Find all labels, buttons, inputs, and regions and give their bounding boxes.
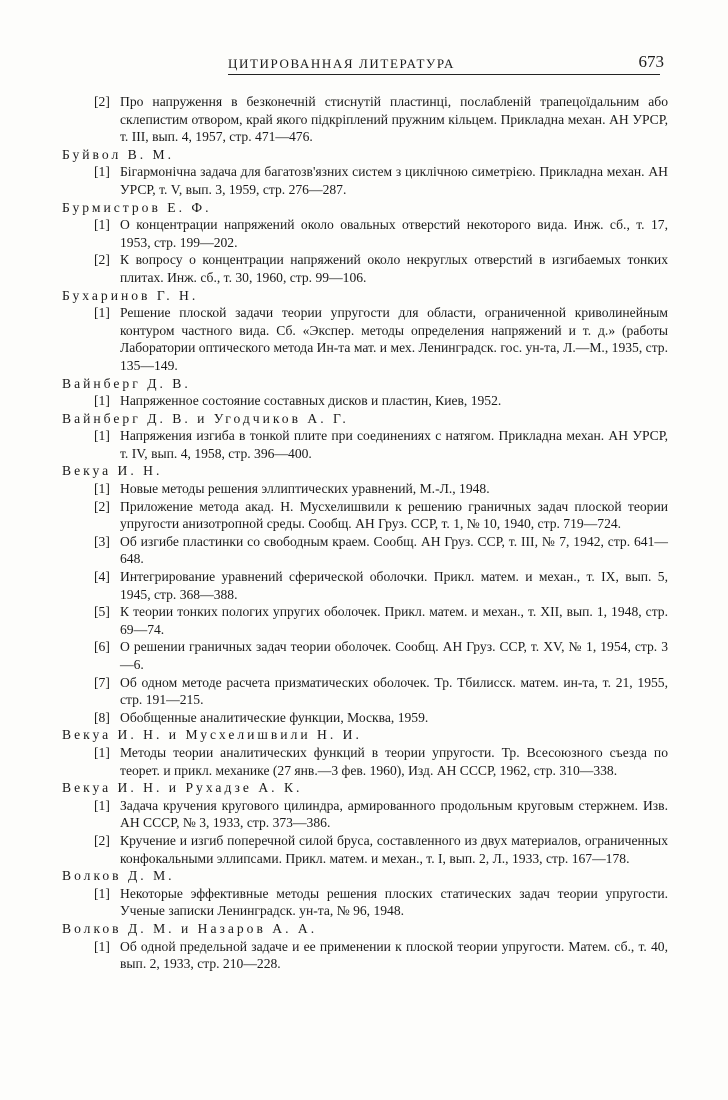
author-heading: Волков Д. М. и Назаров А. А. — [62, 920, 318, 936]
reference-entry — [94, 251, 668, 286]
reference-number: [5] — [94, 604, 110, 620]
reference-entry — [94, 427, 668, 462]
author-heading: Волков Д. М. — [62, 868, 175, 884]
author-heading: Векуа И. Н. — [62, 463, 163, 479]
reference-number: [4] — [94, 569, 110, 585]
reference-number: [1] — [94, 938, 110, 954]
reference-number: [2] — [94, 832, 110, 848]
reference-number: [1] — [94, 393, 110, 409]
reference-entry — [94, 568, 668, 603]
reference-entry — [94, 709, 668, 727]
reference-text: Обобщенные аналитические функции, Москва, 1959. — [120, 709, 429, 725]
reference-number: [1] — [94, 164, 110, 180]
reference-entry — [94, 638, 668, 673]
reference-entry — [94, 304, 668, 374]
reference-text: Методы теории аналитических функций в теории упругости. Тр. Всесоюзного съезда по теорет. и прикл. механике (27 янв.—3 фев. 1960), Изд. АН СССР, 1962, стр. 310—338. — [120, 744, 668, 778]
reference-number: [1] — [94, 797, 110, 813]
reference-entry — [94, 744, 668, 779]
bibliography — [62, 93, 668, 973]
reference-number: [1] — [94, 217, 110, 233]
reference-entry — [94, 216, 668, 251]
running-header — [228, 48, 664, 75]
reference-number: [1] — [94, 305, 110, 321]
author-heading: Вайнберг Д. В. — [62, 375, 191, 391]
reference-entry — [94, 832, 668, 867]
reference-entry — [94, 93, 668, 146]
page-number: 673 — [638, 52, 664, 71]
reference-entry — [94, 533, 668, 568]
reference-number: [2] — [94, 252, 110, 268]
reference-number: [7] — [94, 674, 110, 690]
reference-text: Некоторые эффективные методы решения плоских статических задач теории упругости. Ученые записки Ленинградск. ун-та, № 96, 1948. — [120, 885, 668, 919]
reference-number: [1] — [94, 885, 110, 901]
reference-entry — [94, 163, 668, 198]
reference-text: О решении граничных задач теории оболочек. Сообщ. АН Груз. ССР, т. XV, № 1, 1954, стр. 3—6. — [120, 639, 668, 672]
reference-text: Интегрирование уравнений сферической оболочки. Прикл. матем. и механ., т. IX, вып. 5, 1945, стр. 368—388. — [120, 569, 668, 602]
reference-entry — [94, 885, 668, 920]
reference-entry — [94, 797, 668, 832]
reference-text: Кручение и изгиб поперечной силой бруса, составленного из двух материалов, ограниченных конфокальными эллипсами. Прикл. матем. и механ., т. I, вып. 2, Л., 1933, стр. 167—178. — [120, 832, 668, 866]
reference-number: [8] — [94, 709, 110, 725]
reference-number: [1] — [94, 428, 110, 444]
reference-text: Новые методы решения эллиптических уравнений, М.-Л., 1948. — [120, 481, 490, 497]
reference-entry — [94, 603, 668, 638]
author-heading: Буйвол В. М. — [62, 146, 175, 162]
reference-number: [2] — [94, 94, 110, 109]
reference-text: Об одном методе расчета призматических оболочек. Тр. Тбилисск. матем. ин-та, т. 21, 1955, стр. 191—215. — [120, 674, 668, 708]
running-title: ЦИТИРОВАННАЯ ЛИТЕРАТУРА — [228, 56, 456, 71]
author-heading: Векуа И. Н. и Мусхелишвили Н. И. — [62, 727, 362, 743]
reference-text: К теории тонких пологих упругих оболочек. Прикл. матем. и механ., т. XII, вып. 1, 1948, стр. 69—74. — [120, 604, 668, 637]
reference-number: [6] — [94, 639, 110, 655]
author-heading: Бурмистров Е. Ф. — [62, 199, 212, 215]
reference-text: Об одной предельной задаче и ее применении к плоской теории упругости. Матем. сб., т. 40, вып. 2, 1933, стр. 210—228. — [120, 938, 668, 972]
reference-entry — [94, 480, 668, 498]
author-heading: Векуа И. Н. и Рухадзе А. К. — [62, 780, 303, 796]
reference-text: Об изгибе пластинки со свободным краем. Сообщ. АН Груз. ССР, т. III, № 7, 1942, стр. 641—648. — [120, 533, 668, 567]
reference-text: О концентрации напряжений около овальных отверстий некоторого вида. Инж. сб., т. 17, 1953, стр. 199—202. — [120, 217, 668, 250]
author-heading: Бухаринов Г. Н. — [62, 287, 199, 303]
reference-text: Задача кручения кругового цилиндра, армированного продольным круговым стержнем. Изв. АН СССР, № 3, 1933, стр. 373—386. — [120, 797, 668, 831]
reference-text: Напряженное состояние составных дисков и пластин, Киев, 1952. — [120, 393, 502, 409]
reference-entry — [94, 498, 668, 533]
reference-text: Приложение метода акад. Н. Мусхелишвили к решению граничных задач плоской теории упругости анизотропной среды. Сообщ. АН Груз. ССР, т. 1, № 10, 1940, стр. 719—724. — [120, 498, 668, 532]
reference-text: К вопросу о концентрации напряжений около некруглых отверстий в изгибаемых тонких плитах. Инж. сб., т. 30, 1960, стр. 99—106. — [120, 252, 668, 285]
reference-number: [1] — [94, 744, 110, 760]
reference-text: Напряжения изгиба в тонкой плите при соединениях с натягом. Прикладна механ. АН УРСР, т. IV, вып. 4, 1958, стр. 396—400. — [120, 428, 668, 461]
reference-number: [2] — [94, 498, 110, 514]
reference-entry — [94, 392, 668, 410]
reference-number: [1] — [94, 481, 110, 497]
reference-number: [3] — [94, 533, 110, 549]
reference-entry — [94, 938, 668, 973]
reference-text: Бігармонічна задача для багатозв'язних систем з циклічною симетрією. Прикладна механ. АН УРСР, т. V, вып. 3, 1959, стр. 276—287. — [120, 164, 668, 197]
reference-text: Про напруження в безконечній стиснутій пластинці, послабленій трапецоїдальним або склепистим отвором, край якого підкріплений пружним кільцем. Прикладна механ. АН УРСР, т. III, вып. 4, 1957, стр. 471—476. — [120, 94, 668, 145]
author-heading: Вайнберг Д. В. и Угодчиков А. Г. — [62, 410, 349, 426]
reference-entry — [94, 674, 668, 709]
reference-text: Решение плоской задачи теории упругости для области, ограниченной криволинейным контуром частного вида. Сб. «Экспер. методы определения напряжений и т. д.» (работы Лаборатории оптического метода Ин-та мат. и мех. Ленинградск. гос. ун-та, Л.—М., 1935, стр. 135—149. — [120, 305, 668, 373]
